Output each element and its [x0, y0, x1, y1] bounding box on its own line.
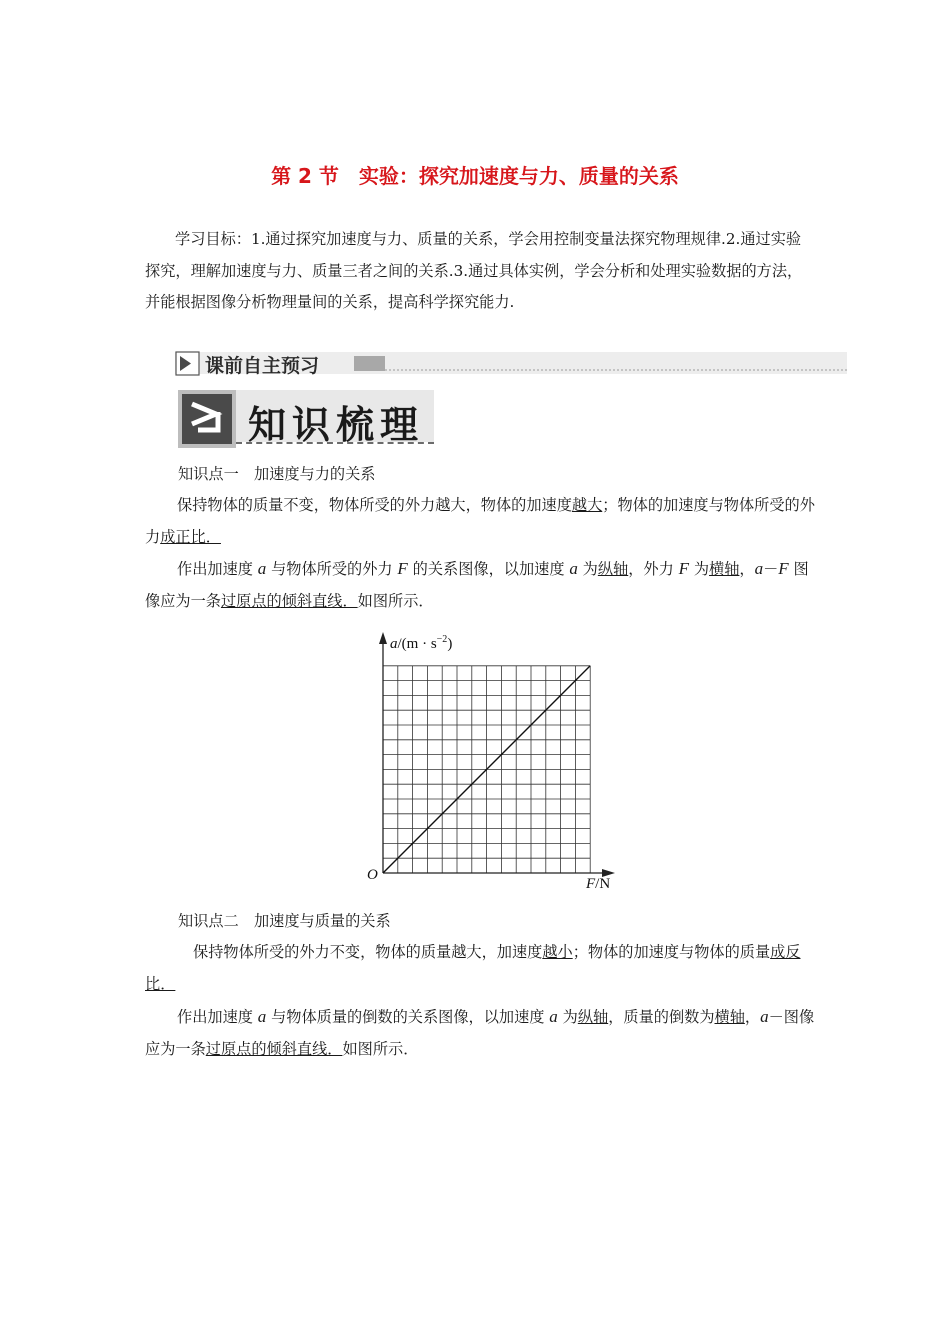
var-a: a: [760, 1007, 769, 1026]
kp1-answer-5: 过原点的倾斜直线．: [220, 591, 358, 610]
knowledge-box-title: 知识梳理: [248, 403, 425, 447]
section-banner: [175, 350, 847, 376]
kp1-text: ，: [739, 560, 755, 578]
y-axis-unit: /(m · s: [397, 636, 437, 652]
kp2-answer-5: 过原点的倾斜直线．: [205, 1039, 343, 1058]
knowledge-box-underline: [236, 442, 434, 444]
kp2-text: ；物体的加速度与物体的质量: [572, 943, 771, 961]
knowledge-box-icon: [178, 390, 236, 452]
kp1-text: 图像应为一条: [145, 560, 809, 610]
kp1-heading: 知识点一 加速度与力的关系: [178, 465, 376, 483]
var-F: F: [397, 559, 408, 578]
kp1-text: 作出加速度: [177, 560, 258, 578]
var-F: F: [778, 559, 789, 578]
a-F-chart: [360, 628, 630, 897]
page-title: 第 2 节 实验：探究加速度与力、质量的关系: [271, 164, 679, 188]
learning-objectives: [145, 224, 815, 319]
kp2-heading: 知识点二 加速度与质量的关系: [178, 912, 391, 930]
kp1-answer-1: 越大: [571, 496, 603, 514]
kp2-answer-2: 成反比．: [145, 943, 801, 993]
kp1-answer-4: 横轴: [709, 560, 740, 578]
kp2-answer-3: 纵轴: [577, 1008, 609, 1026]
y-axis-arrow: [379, 632, 387, 644]
y-axis-var: a: [390, 636, 398, 652]
kp1-text: 的关系图像，以加速度: [407, 560, 570, 578]
var-F: F: [678, 559, 690, 578]
kp1-text: －: [763, 560, 779, 578]
kp2-text: 保持物体所受的外力不变，物体的质量越大，加速度: [193, 943, 543, 961]
kp2-text: －图像应为一条: [145, 1008, 815, 1058]
chart-svg: [360, 628, 630, 893]
y-axis-exponent: −2: [436, 634, 448, 645]
kp1-text: 如图所示．: [357, 591, 434, 610]
kp1-text: 保持物体的质量不变，物体所受的外力越大，物体的加速度: [177, 496, 572, 514]
x-axis-label: [585, 876, 610, 892]
x-axis-unit: /N: [595, 876, 611, 892]
kp2-text: 作出加速度: [177, 1008, 258, 1026]
kp1-paragraph1: [145, 490, 815, 553]
kp2-text: 与物体质量的倒数的关系图像，以加速度: [266, 1008, 550, 1026]
kp1-paragraph2: [145, 553, 815, 617]
kp1-text: ，外力: [628, 560, 679, 578]
kp2-text: 为: [557, 1008, 578, 1026]
x-axis-var: F: [586, 876, 596, 892]
kp1-text: 与物体所受的外力: [266, 560, 398, 578]
kp2-text: 如图所示．: [342, 1039, 419, 1058]
var-a: a: [569, 559, 578, 578]
y-axis-close: ): [447, 636, 453, 652]
var-a: a: [257, 1007, 267, 1026]
y-axis-label: [390, 634, 452, 652]
kp1-text: 为: [689, 560, 710, 578]
kp2-text: ，: [744, 1008, 761, 1026]
kp2-paragraph1: [145, 937, 815, 1000]
kp2-paragraph2: [145, 1001, 815, 1065]
var-a: a: [257, 559, 267, 578]
objectives-text: 学习目标：1.通过探究加速度与力、质量的关系，学会用控制变量法探究物理规律.2.通过实验探究，理解加速度与力、质量三者之间的关系.3.通过具体实例，学会分析和处理实验数据的方法，并能根据图像分析物理量间的关系，提高科学探究能力.: [145, 230, 803, 311]
section-banner-label: 课前自主预习: [205, 355, 320, 377]
var-a: a: [549, 1007, 558, 1026]
kp2-text: ，质量的倒数为: [608, 1008, 715, 1026]
kp1-text: 为: [577, 560, 598, 578]
var-a: a: [754, 559, 764, 578]
origin-label: O: [367, 867, 378, 883]
kp1-text: ；物体的加速度与物体所受的外力: [145, 496, 815, 546]
kp2-answer-4: 横轴: [714, 1008, 745, 1026]
kp1-answer-2: 成正比．: [160, 527, 221, 546]
kp2-answer-1: 越小: [542, 943, 573, 961]
kp1-answer-3: 纵轴: [597, 560, 629, 578]
